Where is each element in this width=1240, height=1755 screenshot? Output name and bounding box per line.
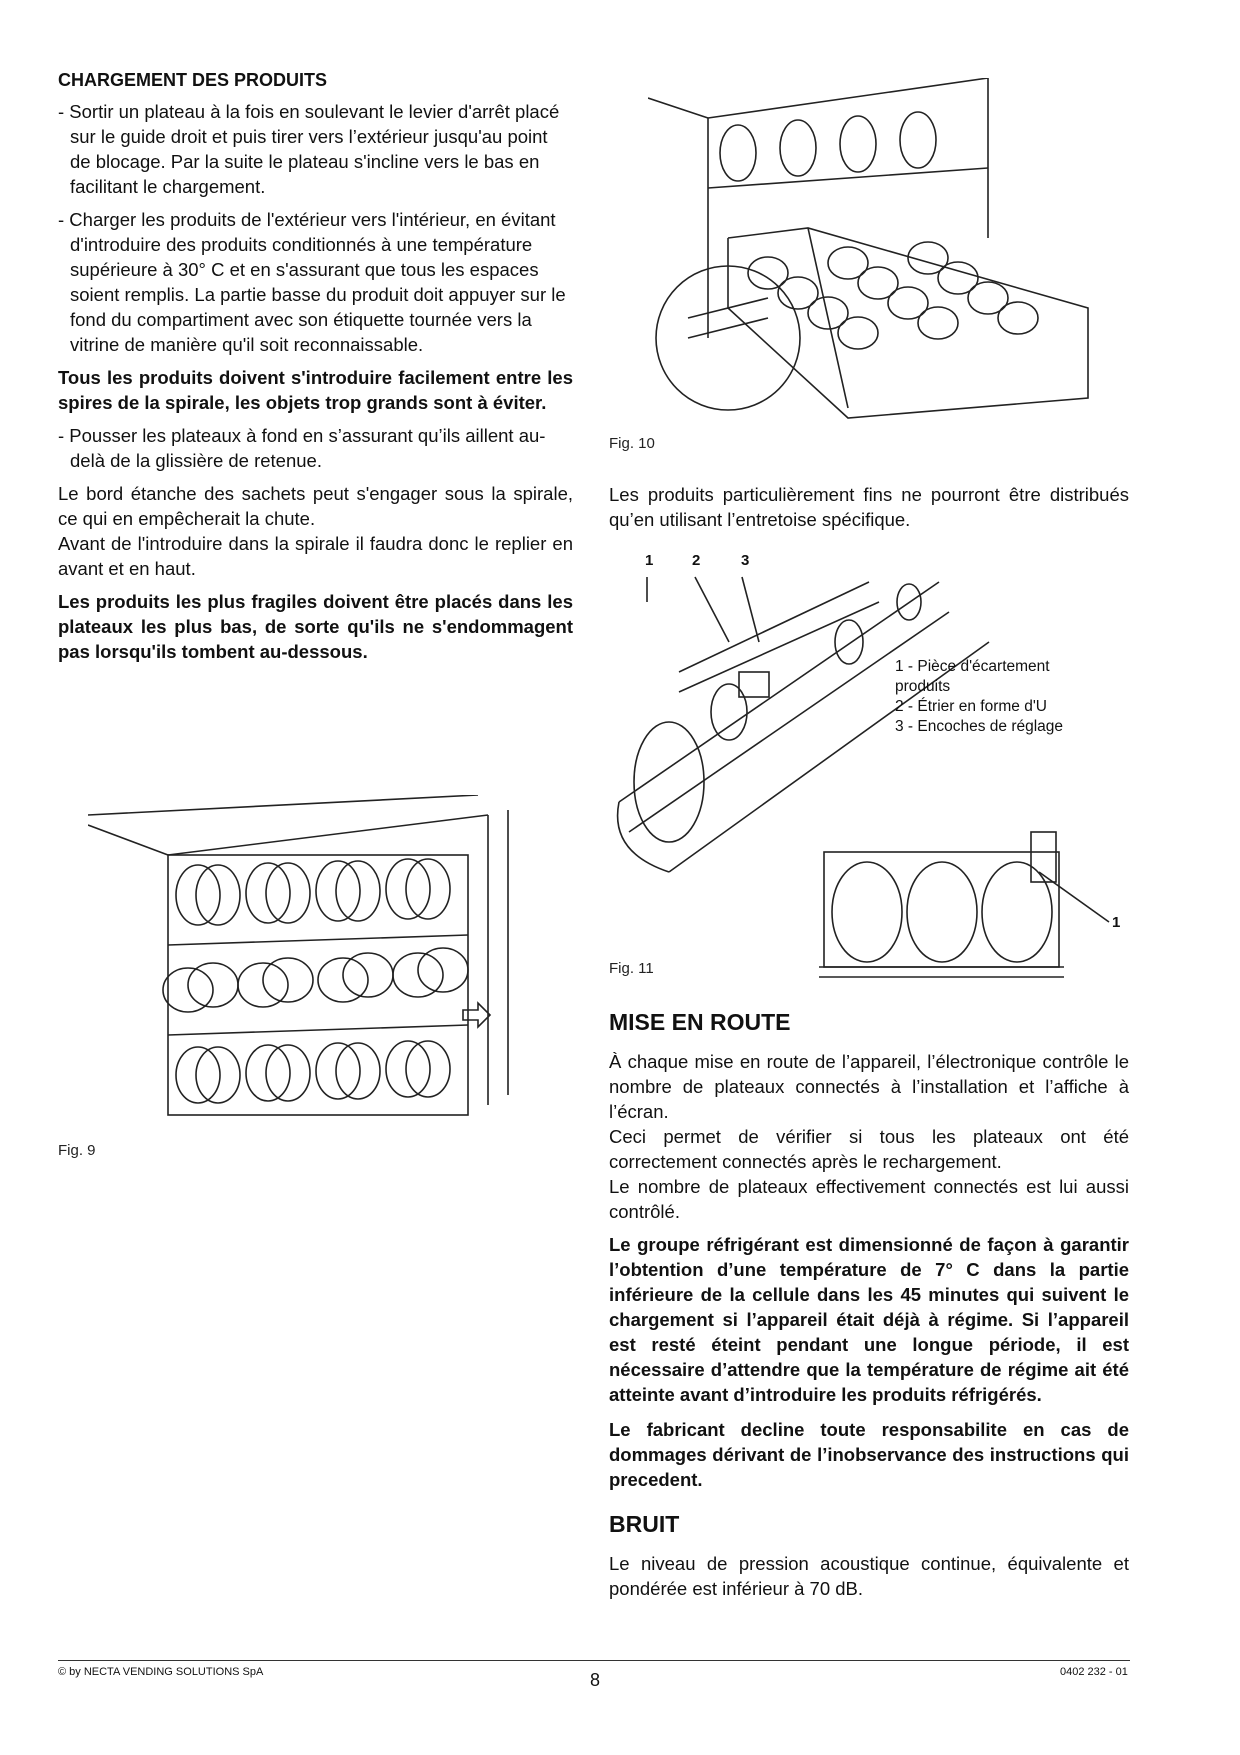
warning-paragraph: Les produits les plus fragiles doivent être placés dans les plateaux les plus bas, de sorte qu'ils ne s'endommagent pas lorsqu'ils tombent au-dessous. [58,591,573,662]
spiral-row-top [176,859,450,925]
figure-10-caption: Fig. 10 [609,435,655,452]
document-code: 0402 232 - 01 [1060,1666,1128,1678]
paragraph: - Sortir un plateau à la fois en soulevant le levier d'arrêt placé sur le guide droit et puis tirer vers l’extérieur jusqu'au point de blocage. Par la suite le plateau s'incline vers le bas en facilitant le chargement. [58,101,560,197]
footer-copyright: © by NECTA VENDING SOLUTIONS SpA [58,1666,264,1678]
figure-10-drawing [648,78,1138,428]
spiral-row-top [720,112,936,181]
warning-paragraph: Le fabricant decline toute responsabilite en cas de dommages dérivant de l’inobservance des instructions qui precedent. [609,1419,1129,1490]
paragraph: - Pousser les plateaux à fond en s’assurant qu’ils aillent au-delà de la glissière de retenue. [58,425,546,471]
footer-rule [58,1660,1130,1661]
callout-number-1: 1 [645,552,654,569]
section-heading-bruit: BRUIT [609,1511,680,1537]
paragraph: Le bord étanche des sachets peut s'engager sous la spirale, ce qui en empêcherait la chute. [58,483,573,529]
warning-paragraph: Tous les produits doivent s'introduire facilement entre les spires de la spirale, les objets trop grands sont à éviter. [58,367,573,413]
spiral-tray-out [748,242,1038,349]
warning-paragraph: Le groupe réfrigérant est dimensionné de façon à garantir l’obtention d’une température de 7° C dans la partie inférieure de la cellule dans les 45 minutes qui suivent le chargement si l’appareil était déjà à régime. Si l’appareil est resté éteint pendant une longue période, il est nécessaire d’attendre que la température de régime ait été atteinte avant d’introduire les produits réfrigérés. [609,1234,1129,1405]
tray-front-view [819,832,1109,977]
legend-item: produits [895,678,951,695]
pull-arrow-icon [463,1003,490,1027]
spiral-row-middle [163,948,468,1012]
section-heading-chargement: CHARGEMENT DES PRODUITS [58,70,328,90]
paragraph: Avant de l'introduire dans la spirale il faudra donc le replier en avant et en haut. [58,533,573,579]
left-column [58,68,573,672]
callout-number-1-side: 1 [1112,914,1121,931]
callout-number-2: 2 [692,552,701,569]
legend-item: 3 - Encoches de réglage [895,718,1064,735]
callout-number-3: 3 [741,552,750,569]
figure-11-legend [895,657,1063,737]
paragraph: Le nombre de plateaux effectivement connectés est lui aussi contrôlé. [609,1176,1129,1222]
figure-9-caption: Fig. 9 [58,1142,96,1159]
right-column-bottom [609,1010,1129,1609]
paragraph: Ceci permet de vérifier si tous les plateaux ont été correctement connectés après le rechargement. [609,1126,1129,1172]
paragraph: À chaque mise en route de l’appareil, l’électronique contrôle le nombre de plateaux connectés à l’installation et l’affiche à l’écran. [609,1051,1129,1122]
paragraph: Le niveau de pression acoustique continue, équivalente et pondérée est inférieur à 70 dB. [609,1553,1129,1599]
figure-9-drawing [88,795,528,1125]
page-number: 8 [590,1670,601,1690]
section-heading-mise-en-route: MISE EN ROUTE [609,1009,791,1035]
spiral-row-bottom [176,1041,450,1103]
paragraph: - Charger les produits de l'extérieur vers l'intérieur, en évitant d'introduire des produits conditionnés à une température supérieure à 30° C et en s'assurant que tous les espaces soient remplis. La partie basse du produit doit appuyer sur le fond du compartiment avec son étiquette tournée vers la vitrine de manière qu'il soit reconnaissable. [58,209,566,355]
figure-11-drawing [609,572,1129,992]
paragraph: Les produits particulièrement fins ne pourront être distribués qu’en utilisant l’entretoise spécifique. [609,484,1129,530]
figure-11-caption: Fig. 11 [609,960,654,977]
legend-item: 2 - Étrier en forme d'U [895,698,1047,715]
right-column-top [609,482,1129,540]
legend-item: 1 - Pièce d'écartement [895,658,1050,675]
